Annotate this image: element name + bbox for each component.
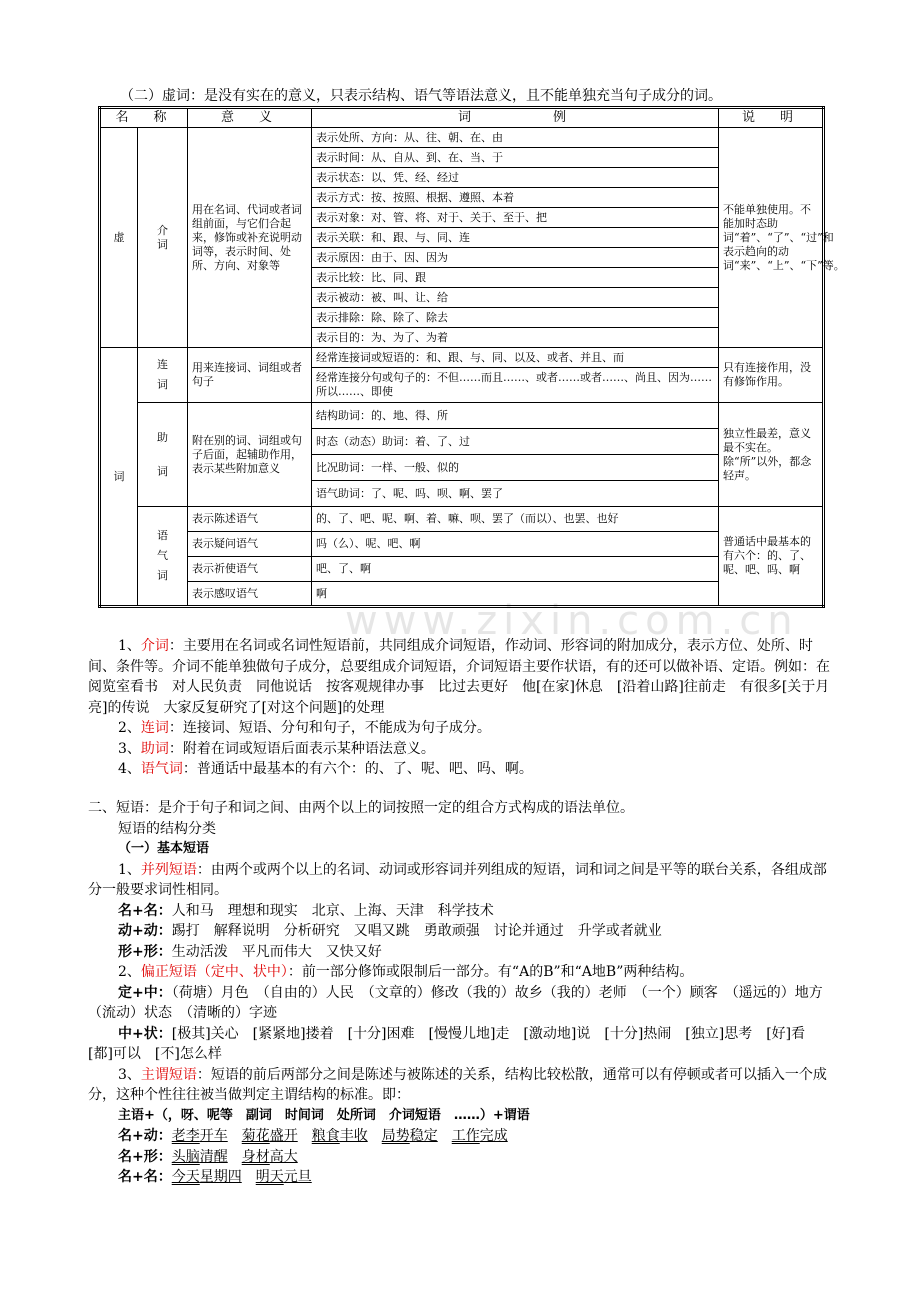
lianci-name-b: 词 xyxy=(157,378,168,391)
note-term: 助词 xyxy=(140,740,169,757)
predicate-part: 完成 xyxy=(479,1128,508,1144)
example-cell: 表示时间：从、自从、到、在、当、于 xyxy=(312,148,719,168)
example-cell: 表示对象：对、管、将、对于、关于、至于、把 xyxy=(312,208,719,228)
example-text: 人和马 理想和现实 北京、上海、天津 科学技术 xyxy=(171,902,494,919)
lianci-name-a: 连 xyxy=(157,358,168,371)
subject-predicate-example xyxy=(172,1128,228,1144)
example-line xyxy=(88,942,834,963)
example-cell: 表示方式：按、按照、根据、遵照、本着 xyxy=(312,188,719,208)
lianci-note: 只有连接作用，没有修饰作用。 xyxy=(719,348,824,403)
example-cell: 经常连接词或短语的：和、跟、与、同、以及、或者、并且、而 xyxy=(312,348,719,368)
note-paragraph-1 xyxy=(88,636,834,718)
example-cell: 表示关联：和、跟、与、同、连 xyxy=(312,228,719,248)
section-heading: 二、短语：是介于句子和词之间、由两个以上的词按照一定的组合方式构成的语法单位。 xyxy=(88,800,634,816)
example-cell: 表示比较：比、同、跟 xyxy=(312,268,719,288)
example-label: 中+状： xyxy=(118,1025,172,1042)
underlined-examples-na xyxy=(172,1149,298,1165)
category-bottom-cell xyxy=(100,348,138,607)
subject-predicate-example xyxy=(242,1128,298,1144)
yuqici-meaning: 表示祈使语气 xyxy=(188,557,312,582)
underlined-examples-nn xyxy=(172,1169,312,1185)
subject-part: 今天 xyxy=(171,1169,200,1185)
example-cell: 啊 xyxy=(312,582,719,607)
yuqici-name-2: 气 xyxy=(157,549,168,562)
underlined-examples-nv xyxy=(172,1128,508,1144)
subject-predicate-example xyxy=(172,1149,228,1165)
jieci-name-cell xyxy=(138,128,188,348)
predicate-part: 元旦 xyxy=(283,1169,312,1185)
jieci-note: 不能单独使用。不能加时态助词“着”、“了”、“过”和表示趋向的动词“来”、“上”、“下”等。 xyxy=(719,128,824,348)
subject-part: 工作 xyxy=(451,1128,480,1144)
item-text: ：前一部分修饰或限制后一部分。有“A的B”和“A地B”两种结构。 xyxy=(287,964,694,980)
header-examples: 词 例 xyxy=(312,108,719,128)
category-top-cell xyxy=(100,128,138,348)
table-row xyxy=(100,128,824,148)
note-number: 2、 xyxy=(118,720,141,736)
item-text: ：短语的前后两部分之间是陈述与被陈述的关系，结构比较松散，通常可以有停顿或者可以插入一个成分，这种个性往往被当做判定主谓结构的标准。即： xyxy=(88,1066,827,1103)
zhuci-note: 独立性最差，意义最不实在。除“所”以外，都念轻声。 xyxy=(719,403,824,507)
predicate-part: 开车 xyxy=(199,1128,228,1144)
section-phrases xyxy=(88,798,837,1188)
example-text: （荷塘）月色 （自由的）人民 （文章的）修改（我的）故乡（我的）老师 （一个）顾客 （遥远的）地方 （流动）状态 （清晰的）字迹 xyxy=(88,984,837,1021)
note-text: ：连接词、短语、分句和句子，不能成为句子成分。 xyxy=(168,720,491,736)
example-cell: 表示被动：被、叫、让、给 xyxy=(312,288,719,308)
example-label: 定+中： xyxy=(118,984,172,1001)
zhuci-name-b: 词 xyxy=(157,464,168,478)
predicate-part: 稳定 xyxy=(409,1128,438,1144)
predicate-part: 盛开 xyxy=(269,1128,298,1144)
jieci-name-a: 介 xyxy=(157,223,168,237)
example-label: 名+名： xyxy=(118,1169,172,1185)
yuqici-name-1: 语 xyxy=(157,529,168,542)
zhuwei-paragraph xyxy=(88,1065,834,1106)
zhuci-name-a: 助 xyxy=(157,430,168,444)
subject-part: 老李 xyxy=(171,1128,200,1144)
category-top: 虚 xyxy=(113,230,125,244)
yuqici-name-3: 词 xyxy=(157,569,168,582)
example-cell: 表示目的：为、为了、为着 xyxy=(312,328,719,348)
subject-predicate-example xyxy=(452,1128,508,1144)
subject-part: 局势 xyxy=(381,1128,410,1144)
item-number: 1、 xyxy=(118,861,141,878)
example-line xyxy=(88,1167,834,1188)
subject-part: 明天 xyxy=(255,1169,284,1185)
example-cell: 的、了、吧、呢、啊、着、嘛、呗、罢了（而以）、也罢、也好 xyxy=(312,507,719,532)
yuqici-meaning: 表示疑问语气 xyxy=(188,532,312,557)
example-cell: 表示处所、方向：从、往、朝、在、由 xyxy=(312,128,719,148)
subject-part: 身材 xyxy=(241,1148,270,1165)
example-cell: 表示原因：由于、因、因为 xyxy=(312,248,719,268)
example-line xyxy=(88,983,837,1024)
example-cell: 经常连接分句或句子的：不但……而且……、或者……或者……、尚且、因为……所以……、即使 xyxy=(312,368,719,403)
note-text: ：主要用在名词或名词性短语前，共同组成介词短语，作动词、形容词的附加成分，表示方位、处所、时间、条件等。介词不能单独做句子成分，总要组成介词短语，介词短语主要作状语，有的还可以做补语、定语。例如：在阅览室看书 对人民负责 同他说话 按客观规律办事 比过去更好 他[在家]休息 [沿着山路]往前走 有很多[关于月亮]的传说 大家反复研究了[对这个问题]的处理 xyxy=(88,638,830,716)
note-term: 语气词 xyxy=(140,761,183,777)
sub-heading-basic: （一）基本短语 xyxy=(118,841,210,856)
sub-heading: 短语的结构分类 xyxy=(118,820,216,837)
table-header-row xyxy=(100,108,824,128)
example-line xyxy=(88,1126,834,1147)
zhuci-name-cell xyxy=(138,403,188,507)
bingli-paragraph xyxy=(88,860,834,901)
example-label: 形+形： xyxy=(118,943,172,960)
example-line xyxy=(88,921,834,942)
subject-predicate-example xyxy=(312,1128,368,1144)
example-label: 名+名： xyxy=(118,902,172,919)
example-text: 生动活泼 平凡而伟大 又快又好 xyxy=(171,943,382,960)
example-label: 名+形： xyxy=(118,1148,172,1165)
example-cell: 吗（么）、呢、吧、啊 xyxy=(312,532,719,557)
example-cell: 吧、了、啊 xyxy=(312,557,719,582)
lianci-meaning: 用来连接词、词组或者句子 xyxy=(188,348,312,403)
subject-part: 菊花 xyxy=(241,1128,270,1144)
example-cell: 时态（动态）助词：着、了、过 xyxy=(312,429,719,455)
note-number: 1、 xyxy=(118,638,141,654)
example-label: 动+动： xyxy=(118,923,172,939)
table-row xyxy=(100,348,824,368)
zhuwei-formula: 主语+（，呀、呢等 副词 时间词 处所词 介词短语 ……）+谓语 xyxy=(118,1107,530,1123)
subject-part: 粮食 xyxy=(311,1128,340,1144)
item-term: 偏正短语（定中、状中） xyxy=(140,964,288,980)
example-cell: 结构助词：的、地、得、所 xyxy=(312,403,719,429)
header-name: 名 称 xyxy=(100,108,188,128)
note-number: 4、 xyxy=(118,761,141,777)
note-paragraph-3 xyxy=(88,739,834,760)
lianci-name-cell xyxy=(138,348,188,403)
example-label: 名+动： xyxy=(118,1128,172,1144)
jieci-name-b: 词 xyxy=(157,237,168,251)
example-line xyxy=(88,901,834,922)
intro-line: （二）虚词：是没有实在的意义，只表示结构、语气等语法意义，且不能单独充当句子成分的词。 xyxy=(120,88,722,104)
note-text: ：普通话中最基本的有六个：的、了、呢、吧、吗、啊。 xyxy=(182,761,533,777)
table-row xyxy=(100,403,824,429)
predicate-part: 星期四 xyxy=(199,1169,242,1185)
yuqici-meaning: 表示感叹语气 xyxy=(188,582,312,607)
header-meaning: 意 义 xyxy=(188,108,312,128)
pianzheng-paragraph xyxy=(88,962,834,983)
function-words-table xyxy=(98,106,845,608)
example-cell: 表示状态：以、凭、经、经过 xyxy=(312,168,719,188)
example-text: [极其]关心 [紧紧地]搂着 [十分]困难 [慢慢儿地]走 [激动地]说 [十分]热闹 [独立]思考 [好]看 [都]可以 [不]怎么样 xyxy=(88,1025,820,1062)
note-text: ：附着在词或短语后面表示某种语法意义。 xyxy=(168,740,435,757)
item-term: 主谓短语 xyxy=(140,1066,197,1083)
predicate-part: 高大 xyxy=(269,1148,298,1165)
table-row xyxy=(100,507,824,532)
subject-predicate-example xyxy=(242,1149,298,1165)
note-term: 连词 xyxy=(140,720,169,736)
subject-part: 头脑 xyxy=(171,1148,200,1165)
example-cell: 比况助词：一样、一般、似的 xyxy=(312,455,719,481)
yuqici-meaning: 表示陈述语气 xyxy=(188,507,312,532)
item-number: 3、 xyxy=(118,1066,141,1083)
zhuci-meaning: 附在别的词、词组或句子后面，起辅助作用，表示某些附加意义 xyxy=(188,403,312,507)
notes-block xyxy=(88,636,834,780)
note-paragraph-4 xyxy=(88,759,834,780)
subject-predicate-example xyxy=(256,1169,312,1185)
example-text: 踢打 解释说明 分析研究 又唱又跳 勇敢顽强 讨论并通过 升学或者就业 xyxy=(171,923,662,939)
predicate-part: 清醒 xyxy=(199,1148,228,1165)
watermark: www.zixin.com.cn xyxy=(345,598,799,644)
item-number: 2、 xyxy=(118,964,141,980)
yuqici-note: 普通话中最基本的有六个：的、了、呢、吧、吗、啊 xyxy=(719,507,824,607)
example-cell: 语气助词：了、呢、吗、呗、啊、罢了 xyxy=(312,481,719,507)
subject-predicate-example xyxy=(382,1128,438,1144)
jieci-meaning: 用在名词、代词或者词组前面，与它们合起来，修饰或补充说明动词等，表示时间、处所、方向、对象等 xyxy=(188,128,312,348)
example-line xyxy=(88,1024,834,1065)
item-text: ：由两个或两个以上的名词、动词或形容词并列组成的短语，词和词之间是平等的联台关系，各组成部分一般要求词性相同。 xyxy=(88,861,827,898)
item-term: 并列短语 xyxy=(140,861,197,878)
note-term: 介词 xyxy=(140,638,169,654)
example-line xyxy=(88,1147,834,1168)
yuqici-name-cell xyxy=(138,507,188,607)
note-number: 3、 xyxy=(118,740,141,757)
note-paragraph-2 xyxy=(88,718,834,739)
example-cell: 表示排除：除、除了、除去 xyxy=(312,308,719,328)
header-notes: 说 明 xyxy=(719,108,824,128)
predicate-part: 丰收 xyxy=(339,1128,368,1144)
category-bottom: 词 xyxy=(113,469,125,483)
subject-predicate-example xyxy=(172,1169,242,1185)
